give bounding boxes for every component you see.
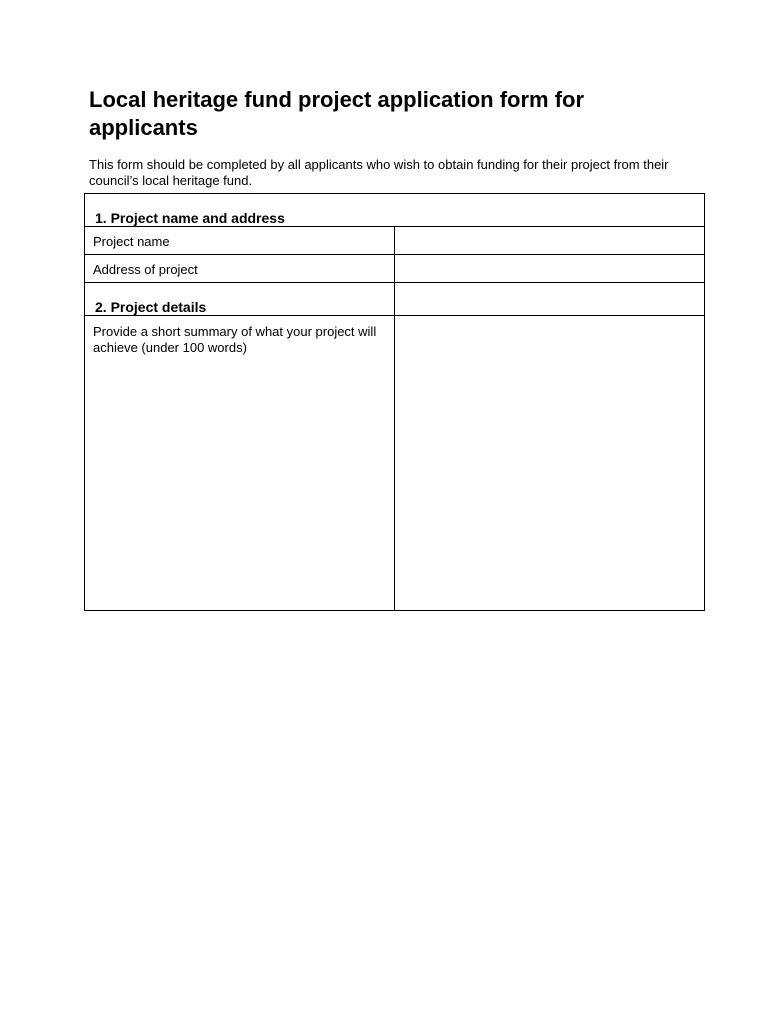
section-1-heading: 1. Project name and address: [95, 210, 285, 226]
section-2-heading: 2. Project details: [95, 299, 207, 315]
project-summary-row: [85, 316, 704, 610]
section-2-blank-cell: [395, 283, 704, 315]
section-2-heading-cell: [85, 283, 395, 315]
project-name-label: Project name: [85, 227, 395, 254]
project-summary-label: Provide a short summary of what your project will achieve (under 100 words): [85, 316, 395, 610]
section-1-header-row: [85, 194, 704, 227]
project-address-label: Address of project: [85, 255, 395, 282]
project-name-field[interactable]: [395, 227, 704, 254]
project-address-row: [85, 255, 704, 283]
intro-text: This form should be completed by all applicants who wish to obtain funding for their project from their council’s local heritage fund.: [89, 157, 669, 188]
application-form-table: [84, 193, 705, 611]
project-address-field[interactable]: [395, 255, 704, 282]
page-title: Local heritage fund project application form for applicants: [89, 87, 585, 140]
project-name-row: [85, 227, 704, 255]
section-2-header-row: [85, 283, 704, 316]
project-summary-field[interactable]: [395, 316, 704, 610]
